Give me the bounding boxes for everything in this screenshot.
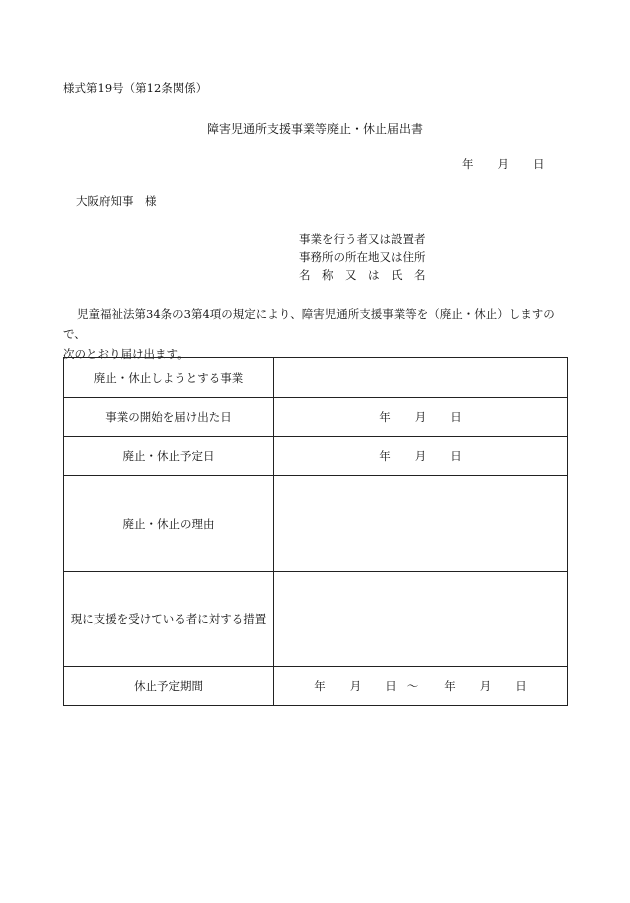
row-value-start-date[interactable]	[274, 398, 568, 437]
table-row-start-date	[64, 398, 568, 437]
body-line-1: 児童福祉法第34条の3第4項の規定により、障害児通所支援事業等を（廃止・休止）しますので、	[63, 307, 555, 341]
form-number: 様式第19号（第12条関係）	[63, 81, 208, 95]
applicant-line-name: 名 称 又 は 氏 名	[299, 268, 426, 282]
date-month: 月	[497, 157, 509, 171]
row-value-business[interactable]	[274, 358, 568, 398]
table-row-business	[64, 358, 568, 398]
table-row-planned-date	[64, 437, 568, 476]
document-title: 障害児通所支援事業等廃止・休止届出書	[206, 122, 423, 136]
row-label-start-date: 事業の開始を届け出た日	[64, 398, 274, 437]
planned-date-day: 日	[450, 449, 462, 463]
period-end-year: 年	[444, 679, 456, 693]
row-value-suspension-period[interactable]	[274, 667, 568, 706]
period-start-month: 月	[349, 679, 362, 693]
date-day: 日	[533, 157, 545, 171]
row-label-business: 廃止・休止しようとする事業	[64, 358, 274, 398]
period-end-month: 月	[479, 679, 492, 693]
applicant-line-address: 事務所の所在地又は住所	[299, 250, 426, 264]
start-date-day: 日	[450, 410, 462, 424]
row-label-measures: 現に支援を受けている者に対する措置	[64, 572, 274, 667]
row-value-planned-date[interactable]	[274, 437, 568, 476]
row-label-suspension-period: 休止予定期間	[64, 667, 274, 706]
body-text	[63, 304, 573, 364]
submission-date	[462, 156, 545, 172]
row-label-reason: 廃止・休止の理由	[64, 476, 274, 572]
period-end-day: 日	[515, 679, 527, 693]
start-date-year: 年	[379, 410, 391, 424]
body-line-2: 次のとおり届け出ます。	[63, 347, 189, 361]
row-value-reason[interactable]	[274, 476, 568, 572]
table-row-reason	[64, 476, 568, 572]
addressee: 大阪府知事 様	[76, 194, 157, 208]
period-tilde: ～	[406, 679, 419, 693]
period-start-day: 日	[385, 679, 397, 693]
planned-date-month: 月	[414, 449, 427, 463]
table-row-suspension-period	[64, 667, 568, 706]
table-row-measures	[64, 572, 568, 667]
date-year: 年	[462, 157, 474, 171]
applicant-line-operator: 事業を行う者又は設置者	[299, 232, 426, 246]
period-start-year: 年	[314, 679, 326, 693]
row-value-measures[interactable]	[274, 572, 568, 667]
applicant-block	[299, 230, 426, 284]
planned-date-year: 年	[379, 449, 391, 463]
start-date-month: 月	[414, 410, 427, 424]
notification-table	[63, 357, 568, 706]
row-label-planned-date: 廃止・休止予定日	[64, 437, 274, 476]
